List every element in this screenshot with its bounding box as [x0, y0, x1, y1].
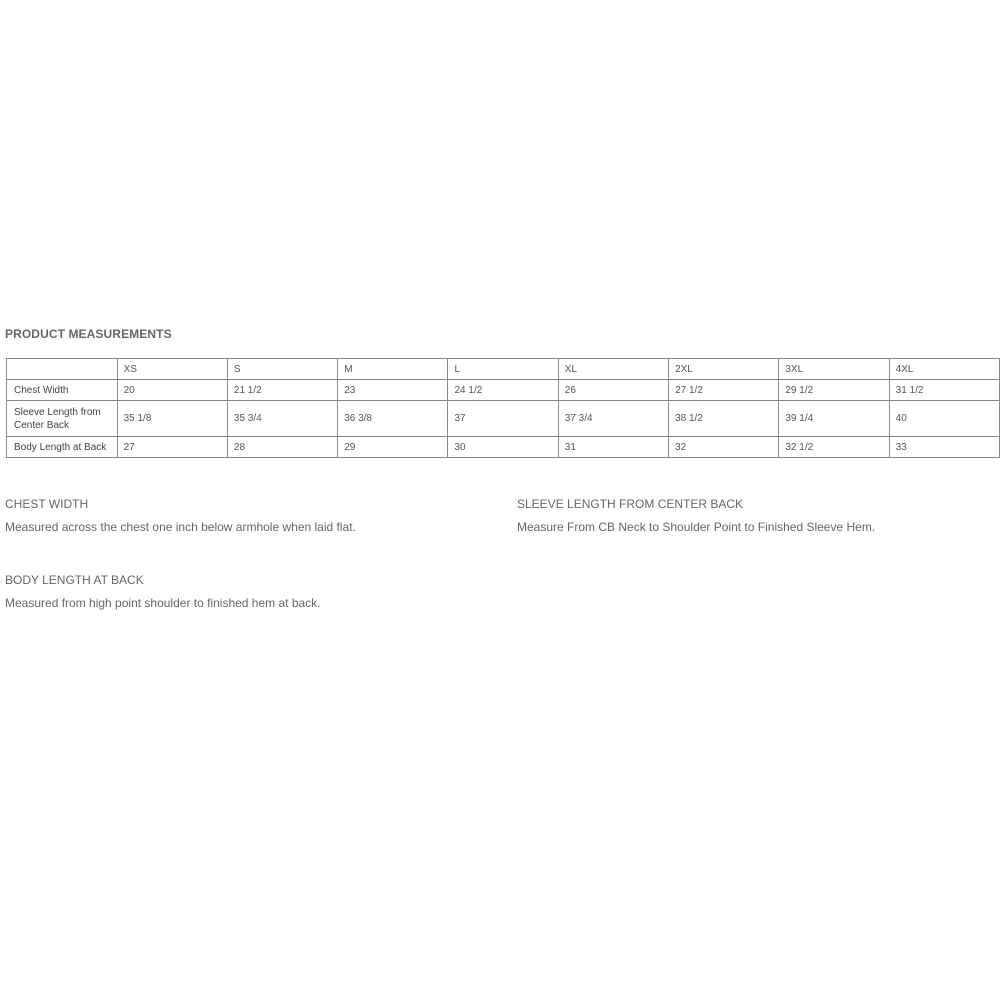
table-cell: 29 1/2 — [779, 380, 889, 401]
page-title: PRODUCT MEASUREMENTS — [5, 327, 172, 341]
table-cell: 28 — [227, 437, 337, 458]
table-cell: 32 1/2 — [779, 437, 889, 458]
table-cell: 31 — [558, 437, 668, 458]
table-cell: 32 — [669, 437, 779, 458]
table-cell: 35 1/8 — [117, 401, 227, 437]
table-cell: 24 1/2 — [448, 380, 558, 401]
sleeve-length-description: Measure From CB Neck to Shoulder Point to Finished Sleeve Hem. — [517, 520, 876, 534]
table-row-chest-width — [7, 380, 1000, 401]
table-cell: 31 1/2 — [889, 380, 999, 401]
size-header-3xl: 3XL — [779, 359, 889, 380]
row-label: Chest Width — [7, 380, 118, 401]
size-header-xs: XS — [117, 359, 227, 380]
row-label: Body Length at Back — [7, 437, 118, 458]
body-length-heading: BODY LENGTH AT BACK — [5, 573, 144, 587]
size-header-xl: XL — [558, 359, 668, 380]
row-label: Sleeve Length from Center Back — [7, 401, 118, 437]
table-cell: 36 3/8 — [338, 401, 448, 437]
chest-width-description: Measured across the chest one inch below armhole when laid flat. — [5, 520, 356, 534]
table-cell: 27 — [117, 437, 227, 458]
table-cell: 27 1/2 — [669, 380, 779, 401]
table-cell: 33 — [889, 437, 999, 458]
table-header-row — [7, 359, 1000, 380]
table-cell: 29 — [338, 437, 448, 458]
size-header-2xl: 2XL — [669, 359, 779, 380]
table-cell: 26 — [558, 380, 668, 401]
table-cell: 40 — [889, 401, 999, 437]
table-corner-cell — [7, 359, 118, 380]
size-header-m: M — [338, 359, 448, 380]
table-cell: 20 — [117, 380, 227, 401]
sleeve-length-heading: SLEEVE LENGTH FROM CENTER BACK — [517, 497, 744, 511]
size-header-s: S — [227, 359, 337, 380]
table-cell: 37 — [448, 401, 558, 437]
table-row-body-length — [7, 437, 1000, 458]
body-length-description: Measured from high point shoulder to finished hem at back. — [5, 596, 321, 610]
table-cell: 21 1/2 — [227, 380, 337, 401]
chest-width-heading: CHEST WIDTH — [5, 497, 89, 511]
table-cell: 23 — [338, 380, 448, 401]
table-cell: 30 — [448, 437, 558, 458]
table-cell: 35 3/4 — [227, 401, 337, 437]
size-header-l: L — [448, 359, 558, 380]
table-cell: 39 1/4 — [779, 401, 889, 437]
table-cell: 38 1/2 — [669, 401, 779, 437]
table-row-sleeve-length — [7, 401, 1000, 437]
measurements-table — [6, 358, 1000, 458]
table-cell: 37 3/4 — [558, 401, 668, 437]
size-header-4xl: 4XL — [889, 359, 999, 380]
